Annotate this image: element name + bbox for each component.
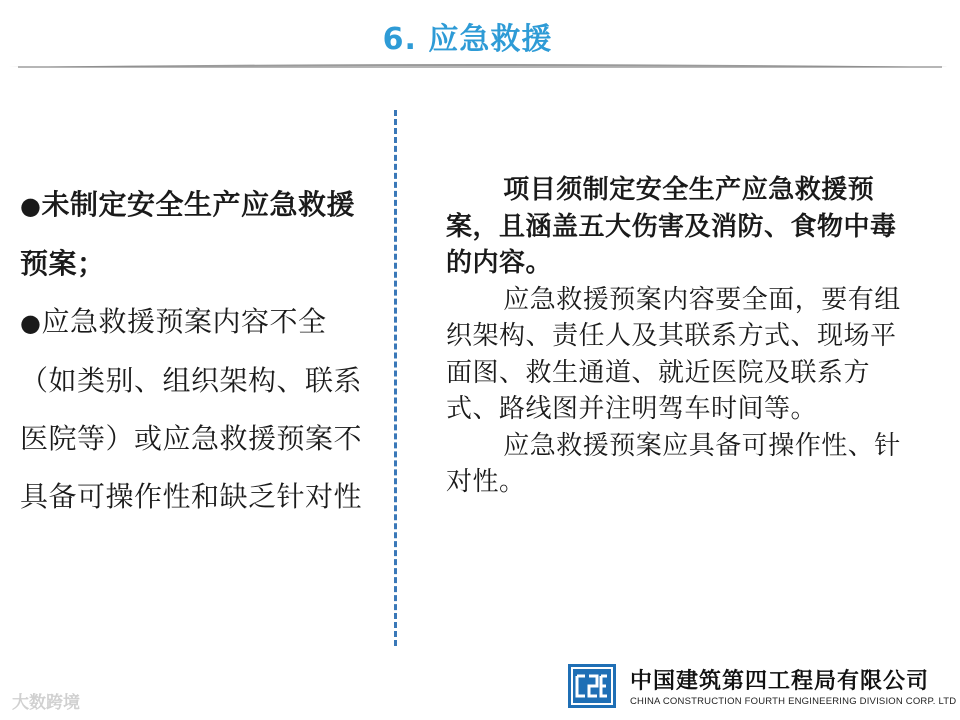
slide-title: 6. 应急救援 (382, 22, 553, 57)
watermark (12, 688, 80, 713)
bullet-dot: ● (20, 309, 42, 337)
bullet-item-2: ●应急救援预案内容不全（如类别、组织架构、联系医院等）或应急救援预案不具备可操作性和缺乏针对性 (20, 305, 363, 513)
paragraph-3: 应急救援预案应具备可操作性、针对性。 (446, 430, 901, 497)
right-column (446, 172, 916, 501)
paragraph-2: 应急救援预案内容要全面，要有组织架构、责任人及其联系方式、现场平面图、救生通道、就近医院及联系方式、路线图并注明驾车时间等。 (446, 284, 901, 424)
paragraph-1: 项目须制定安全生产应急救援预案，且涵盖五大伤害及消防、食物中毒的内容。 (446, 175, 897, 278)
column-divider (394, 110, 397, 646)
bullet-dot: ● (20, 192, 42, 220)
company-name-en: CHINA CONSTRUCTION FOURTH ENGINEERING DIVISION CORP. LTD (630, 696, 957, 707)
watermark-text: 大数跨境 (12, 693, 80, 713)
left-column (20, 176, 382, 526)
company-name-cn: 中国建筑第四工程局有限公司 (630, 669, 930, 694)
title-underline (8, 62, 952, 72)
company-logo-icon (568, 664, 616, 708)
bullet-item-1: ●未制定安全生产应急救援预案； (20, 188, 355, 280)
